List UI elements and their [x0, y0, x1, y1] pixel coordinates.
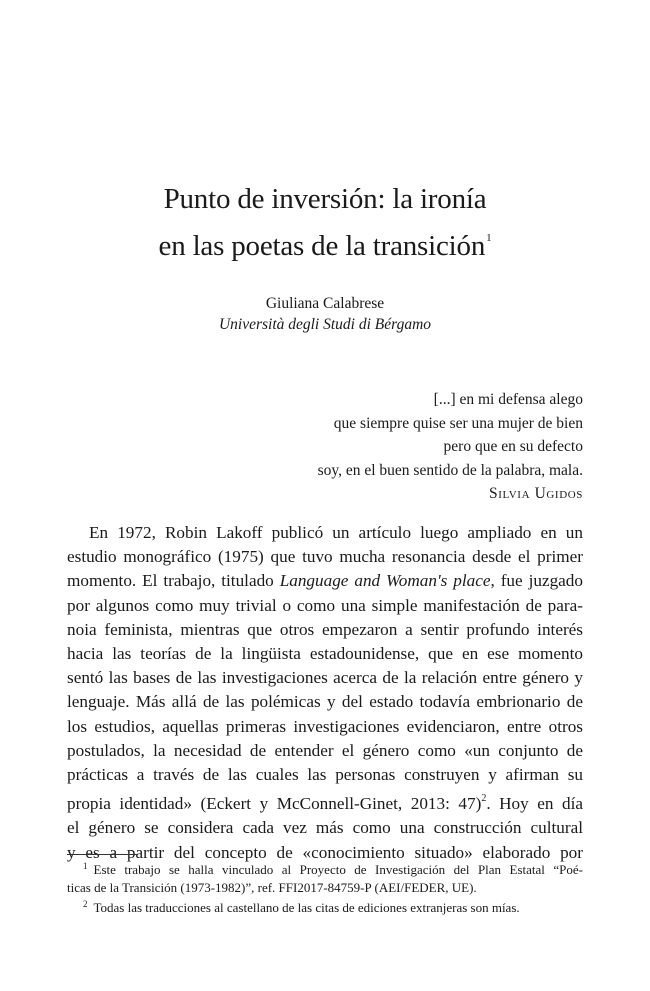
footnote-number: 2: [83, 899, 88, 909]
body-line-text: momento. El trabajo, titulado: [67, 571, 280, 591]
article-title: [0, 180, 650, 266]
body-line: [67, 569, 583, 593]
body-paragraph: [67, 521, 583, 865]
epigraph-line: soy, en el buen sentido de la palabra, mala.: [317, 461, 583, 479]
body-line: [67, 787, 583, 816]
footnote-text: Todas las traducciones al castellano de las citas de ediciones extranjeras son mías.: [93, 900, 520, 915]
body-line: por algunos como muy trivial o como una simple manifestación de para-: [67, 595, 583, 615]
epigraph-line: pero que en su defecto: [443, 438, 583, 455]
footnote-ref: 2: [481, 793, 487, 805]
cited-title: Language and Woman's place: [279, 571, 491, 591]
footnote-text: Este trabajo se halla vinculado al Proyecto de Investigación del Plan Estatal “Poé-: [93, 862, 583, 877]
body-line: los estudios, aquellas primeras investigaciones evidenciaron, entre otros: [67, 716, 583, 736]
body-line-text: , fue juzgado: [490, 571, 583, 591]
body-line: noia feminista, mientras que otros empezaron a sentir profundo interés: [67, 619, 583, 639]
body-line: sentó las bases de las investigaciones acerca de la relación entre género y: [67, 668, 583, 688]
body-line: postulados, la necesidad de entender el género como «un conjunto de: [67, 740, 583, 760]
body-line: lenguaje. Más allá de las polémicas y del estado todavía embrionario de: [67, 692, 583, 712]
body-line: y es a partir del concepto de «conocimiento situado» elaborado por: [67, 842, 583, 862]
author-name: Giuliana Calabrese: [265, 295, 385, 312]
footnote-separator: [67, 854, 137, 855]
body-line-text: propia identidad» (Eckert y McConnell-Ginet, 2013: 47): [67, 794, 482, 814]
footnote-1-cont: ticas de la Transición (1973-1982)”, ref. FFI2017-84759-P (AEI/FEDER, UE).: [67, 879, 477, 895]
epigraph-author: Silvia Ugidos: [488, 485, 583, 502]
title-line-1: Punto de inversión: la ironía: [163, 183, 487, 215]
footnote-2: [67, 896, 583, 917]
footnotes: [67, 858, 583, 917]
body-line: estudio monográfico (1975) que tuvo mucha resonancia desde el primer: [67, 547, 583, 567]
author-affiliation: Università degli Studi di Bérgamo: [218, 316, 432, 333]
title-line-2-text: en las poetas de la transición: [158, 230, 486, 262]
body-line-text: . Hoy en día: [486, 794, 583, 814]
footnote-1: [67, 858, 583, 879]
body-line: En 1972, Robin Lakoff publicó un artículo luego ampliado en un: [89, 523, 583, 542]
body-line: prácticas a través de las cuales las personas construyen y afirman su: [67, 765, 583, 785]
epigraph-line: que siempre quise ser una mujer de bien: [333, 414, 583, 432]
footnote-number: 1: [83, 861, 88, 871]
epigraph-line: [...] en mi defensa alego: [433, 391, 583, 408]
title-footnote-ref: 1: [486, 232, 492, 244]
title-line-2: [0, 219, 650, 266]
body-line: el género se considera cada vez más como una construcción cultural: [67, 818, 583, 838]
body-line: hacia las teorías de la lingüista estadounidense, que en ese momento: [67, 644, 583, 664]
epigraph: [163, 388, 583, 506]
